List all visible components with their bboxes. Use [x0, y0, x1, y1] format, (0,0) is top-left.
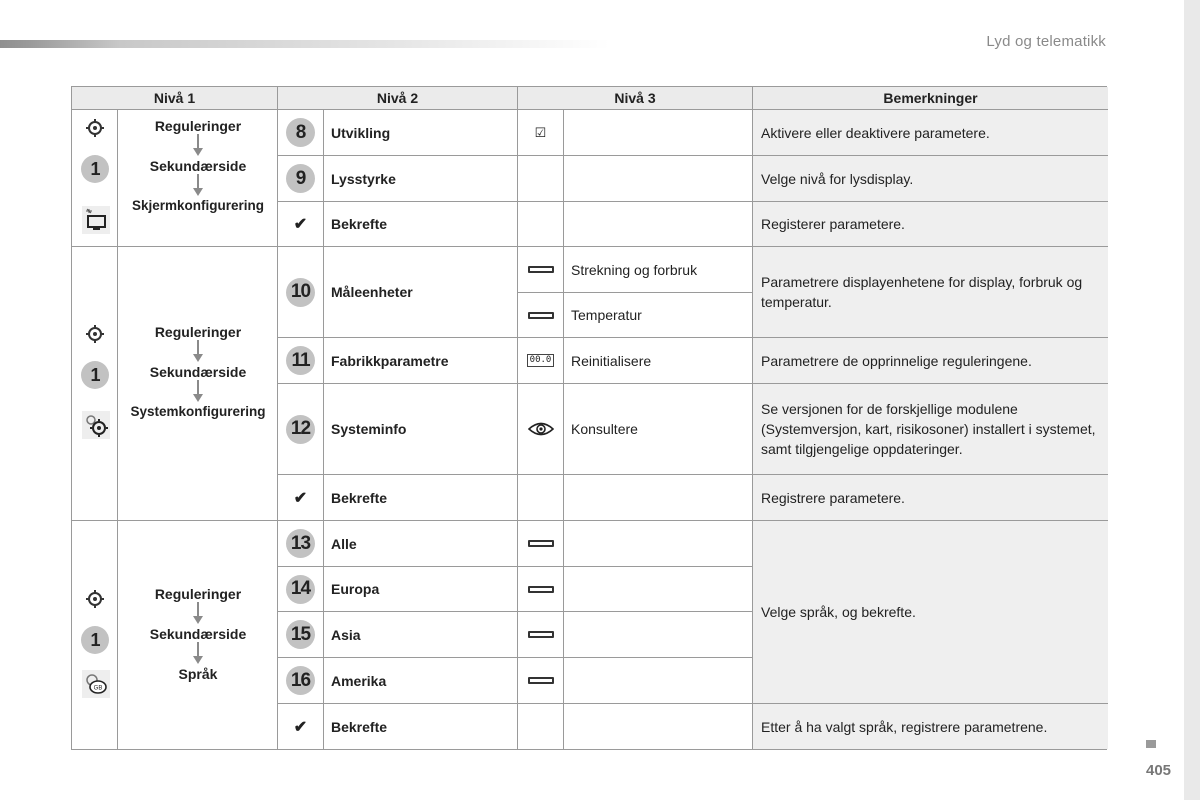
step-badge-16: 16	[286, 666, 315, 695]
language-speech-icon	[82, 670, 110, 698]
settings-gear-icon	[84, 588, 106, 610]
page-marker	[1146, 740, 1156, 748]
down-arrow-icon	[191, 380, 205, 404]
option-systeminfo[interactable]: Systeminfo	[324, 384, 518, 475]
remark-bekrefte: Registrere parametere.	[753, 475, 1108, 521]
path-reguleringer: Reguleringer	[154, 586, 242, 602]
l3-empty-cell	[564, 612, 753, 658]
header-remarks: Bemerkninger	[753, 87, 1108, 110]
selector-bar-icon[interactable]	[518, 247, 564, 293]
checkmark-icon: ✔	[278, 704, 324, 749]
down-arrow-icon	[191, 642, 205, 666]
badge-cell-14	[278, 567, 324, 612]
path-sekundaerside: Sekundærside	[149, 364, 247, 380]
remark-fabrikkparametre: Parametrere de opprinnelige reguleringene.	[753, 338, 1108, 384]
path-sekundaerside: Sekundærside	[149, 626, 247, 642]
remark-lysstyrke: Velge nivå for lysdisplay.	[753, 156, 1108, 202]
l3-icon-empty	[518, 475, 564, 521]
page-edge-strip	[1184, 0, 1200, 800]
l3-empty-cell	[564, 521, 753, 567]
path-reguleringer: Reguleringer	[154, 118, 242, 134]
selector-bar-icon[interactable]	[518, 567, 564, 612]
down-arrow-icon	[191, 602, 205, 626]
step-badge-10: 10	[286, 278, 315, 307]
option-alle[interactable]: Alle	[324, 521, 518, 567]
header-niva2: Nivå 2	[278, 87, 518, 110]
remark-velge-spraak: Velge språk, og bekrefte.	[753, 521, 1108, 704]
screen-brightness-icon	[82, 206, 110, 234]
path-sekundaerside: Sekundærside	[149, 158, 247, 174]
selector-bar-icon[interactable]	[518, 658, 564, 704]
header-niva1: Nivå 1	[72, 87, 278, 110]
l3-empty-cell	[564, 202, 753, 247]
option-utvikling[interactable]: Utvikling	[324, 110, 518, 156]
option-reinitialisere[interactable]: Reinitialisere	[564, 338, 753, 384]
l3-icon-empty	[518, 202, 564, 247]
l3-empty-cell	[564, 475, 753, 521]
settings-table	[71, 86, 1107, 750]
path-skjermkonfigurering: Skjermkonfigurering	[131, 198, 265, 213]
l3-icon-empty	[518, 704, 564, 749]
badge-cell-12	[278, 384, 324, 475]
eye-icon[interactable]	[518, 384, 564, 475]
checkmark-icon: ✔	[278, 202, 324, 247]
badge-cell-15	[278, 612, 324, 658]
option-bekrefte[interactable]: Bekrefte	[324, 202, 518, 247]
header-niva3: Nivå 3	[518, 87, 753, 110]
remark-bekrefte: Registerer parametere.	[753, 202, 1108, 247]
option-asia[interactable]: Asia	[324, 612, 518, 658]
badge-cell-10	[278, 247, 324, 338]
step-badge-14: 14	[286, 575, 315, 604]
option-temperatur[interactable]: Temperatur	[564, 293, 753, 338]
path-reguleringer: Reguleringer	[154, 324, 242, 340]
step-badge-1: 1	[81, 626, 109, 654]
group1-path-flow	[118, 118, 278, 213]
step-badge-12: 12	[286, 415, 315, 444]
down-arrow-icon	[191, 174, 205, 198]
remark-utvikling: Aktivere eller deaktivere parametere.	[753, 110, 1108, 156]
option-konsultere[interactable]: Konsultere	[564, 384, 753, 475]
step-badge-9: 9	[286, 164, 315, 193]
path-spraak: Språk	[178, 666, 218, 682]
header-accent-bar	[0, 40, 610, 48]
remark-systeminfo: Se versjonen for de forskjellige modulene (Systemversjon, kart, risikosoner) installert i systemet, samt tilgjengelige oppdateringer.	[753, 384, 1108, 475]
group2-path-flow	[118, 324, 278, 419]
badge-cell-13	[278, 521, 324, 567]
option-europa[interactable]: Europa	[324, 567, 518, 612]
l3-empty-cell	[564, 110, 753, 156]
option-maaleenheter[interactable]: Måleenheter	[324, 247, 518, 338]
group3-path-flow	[118, 586, 278, 682]
selector-bar-icon[interactable]	[518, 293, 564, 338]
step-badge-11: 11	[286, 346, 315, 375]
checkmark-icon: ✔	[278, 475, 324, 521]
section-title: Lyd og telematikk	[986, 33, 1106, 50]
l3-icon-empty	[518, 156, 564, 202]
option-bekrefte[interactable]: Bekrefte	[324, 475, 518, 521]
checkbox-icon[interactable]: ☑	[518, 110, 564, 156]
badge-cell-16	[278, 658, 324, 704]
path-systemkonfigurering: Systemkonfigurering	[130, 404, 266, 419]
step-badge-1: 1	[81, 155, 109, 183]
page-number: 405	[1146, 762, 1172, 779]
badge-cell-11	[278, 338, 324, 384]
option-strekning-og-forbruk[interactable]: Strekning og forbruk	[564, 247, 753, 293]
step-badge-13: 13	[286, 529, 315, 558]
reset-counter-icon[interactable]: 00.0	[518, 338, 564, 384]
badge-cell-9	[278, 156, 324, 202]
selector-bar-icon[interactable]	[518, 521, 564, 567]
l3-empty-cell	[564, 658, 753, 704]
step-badge-15: 15	[286, 620, 315, 649]
step-badge-8: 8	[286, 118, 315, 147]
remark-maaleenheter: Parametrere displayenhetene for display, forbruk og temperatur.	[753, 247, 1108, 338]
l3-empty-cell	[564, 156, 753, 202]
selector-bar-icon[interactable]	[518, 612, 564, 658]
option-fabrikkparametre[interactable]: Fabrikkparametre	[324, 338, 518, 384]
down-arrow-icon	[191, 340, 205, 364]
l3-empty-cell	[564, 567, 753, 612]
settings-gear-icon	[84, 117, 106, 139]
language-code-label: GB	[93, 685, 103, 692]
remark-bekrefte-spraak: Etter å ha valgt språk, registrere parametrene.	[753, 704, 1108, 749]
option-bekrefte[interactable]: Bekrefte	[324, 704, 518, 749]
option-lysstyrke[interactable]: Lysstyrke	[324, 156, 518, 202]
l3-empty-cell	[564, 704, 753, 749]
down-arrow-icon	[191, 134, 205, 158]
badge-cell-8	[278, 110, 324, 156]
system-gears-icon	[82, 411, 110, 439]
settings-gear-icon	[84, 323, 106, 345]
step-badge-1: 1	[81, 361, 109, 389]
option-amerika[interactable]: Amerika	[324, 658, 518, 704]
